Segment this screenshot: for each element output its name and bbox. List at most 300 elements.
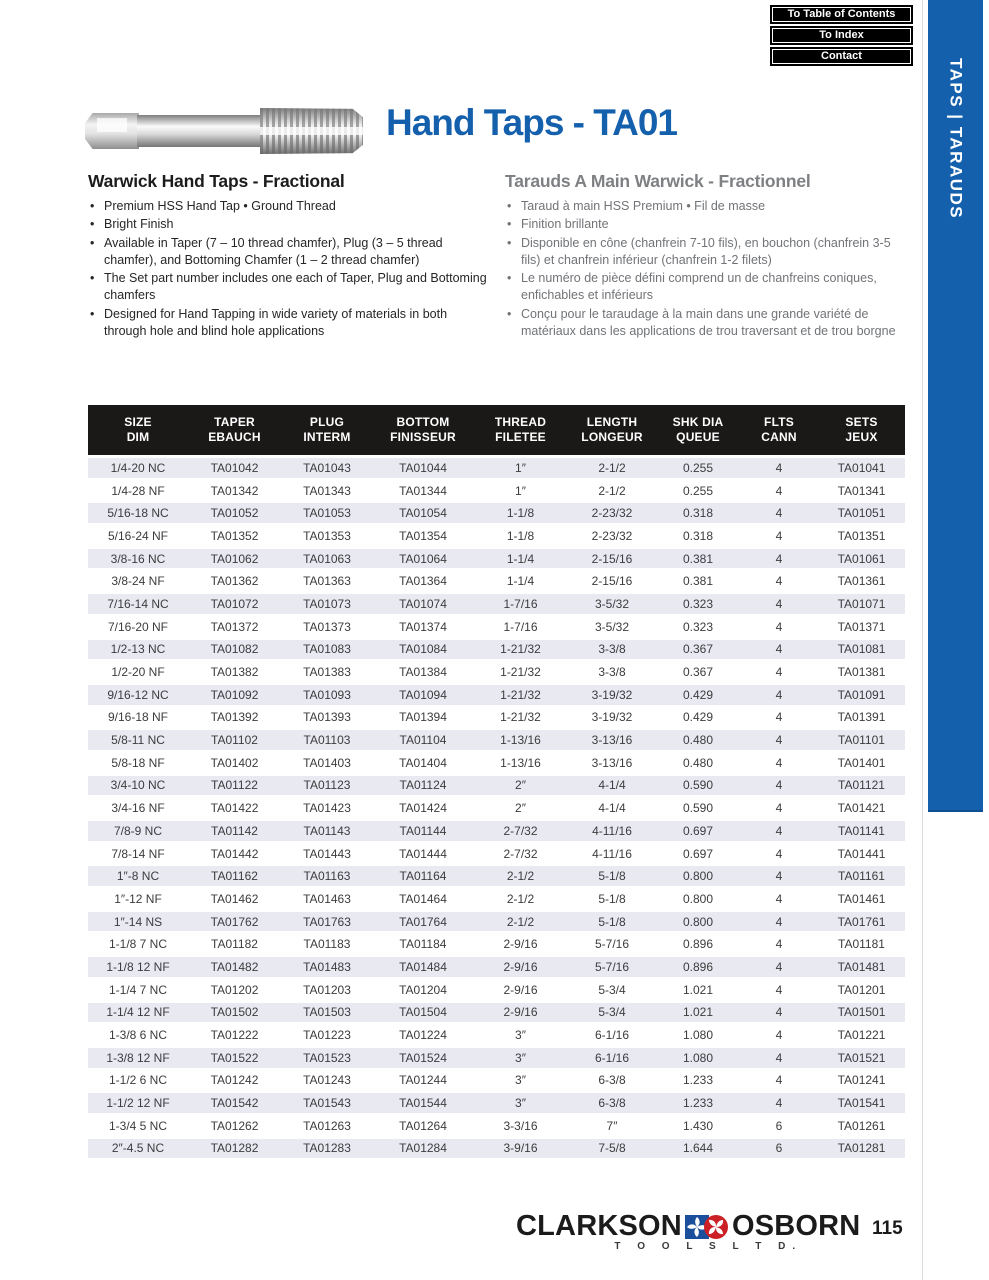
table-cell: TA01481 bbox=[837, 959, 886, 974]
table-cell: TA01762 bbox=[210, 914, 259, 929]
table-cell: TA01464 bbox=[399, 891, 447, 906]
table-cell: TA01393 bbox=[303, 710, 351, 725]
table-cell: 3-13/16 bbox=[591, 733, 633, 748]
table-cell: 4 bbox=[775, 959, 783, 974]
french-heading: Tarauds A Main Warwick - Fractionnel bbox=[505, 171, 811, 191]
table-cell: TA01281 bbox=[837, 1141, 886, 1156]
table-cell: TA01444 bbox=[399, 846, 447, 861]
nav-button-contact[interactable]: Contact bbox=[770, 47, 913, 66]
column-header: TAPER EBAUCH bbox=[208, 415, 261, 444]
table-cell: 5/8-18 NF bbox=[111, 755, 165, 770]
column-header: LENGTH LONGEUR bbox=[581, 415, 643, 444]
table-cell: TA01401 bbox=[837, 755, 886, 770]
table-cell: TA01042 bbox=[210, 460, 259, 475]
table-cell: 1″ bbox=[515, 460, 526, 475]
table-cell: TA01282 bbox=[210, 1141, 259, 1156]
table-row bbox=[88, 844, 905, 864]
table-cell: TA01074 bbox=[399, 596, 447, 611]
table-cell: 1-1/2 12 NF bbox=[106, 1096, 170, 1111]
table-cell: TA01101 bbox=[838, 733, 885, 748]
table-cell: 4 bbox=[775, 528, 783, 543]
table-cell: 2-15/16 bbox=[591, 574, 633, 589]
table-cell: TA01144 bbox=[399, 823, 447, 838]
table-cell: 7/8-9 NC bbox=[113, 823, 163, 838]
table-cell: 1-3/8 6 NC bbox=[108, 1028, 168, 1043]
table-cell: 5-3/4 bbox=[598, 1005, 626, 1020]
table-row bbox=[88, 1003, 905, 1023]
table-cell: TA01084 bbox=[399, 642, 447, 657]
table-cell: TA01072 bbox=[210, 596, 259, 611]
table-cell: TA01184 bbox=[399, 937, 447, 952]
table-cell: 3-13/16 bbox=[591, 755, 633, 770]
table-cell: 0.323 bbox=[682, 619, 714, 634]
section-spine-tab bbox=[928, 0, 983, 812]
table-cell: TA01392 bbox=[210, 710, 259, 725]
table-cell: 7/8-14 NF bbox=[111, 846, 165, 861]
table-cell: 4 bbox=[775, 687, 783, 702]
table-cell: TA01163 bbox=[303, 869, 351, 884]
page-number: 115 bbox=[872, 1218, 903, 1239]
table-cell: 5-1/8 bbox=[598, 914, 626, 929]
table-cell: TA01461 bbox=[837, 891, 886, 906]
table-cell: 3-19/32 bbox=[591, 710, 633, 725]
table-row bbox=[88, 753, 905, 773]
table-cell: 1-1/4 bbox=[506, 551, 535, 566]
table-row bbox=[88, 594, 905, 614]
bullet-item: • Le numéro de pièce défini comprend un de chanfreins coniques, enfichables et inférieurs bbox=[505, 270, 907, 305]
table-cell: 4 bbox=[775, 937, 783, 952]
table-cell: TA01501 bbox=[837, 1005, 886, 1020]
table-cell: 2-1/2 bbox=[598, 483, 626, 498]
table-cell: 0.429 bbox=[682, 710, 714, 725]
bullet-item: • Finition brillante bbox=[505, 216, 907, 233]
table-cell: TA01384 bbox=[399, 665, 447, 680]
table-cell: TA01343 bbox=[303, 483, 351, 498]
table-cell: 3/8-24 NF bbox=[111, 574, 165, 589]
table-cell: TA01161 bbox=[838, 869, 885, 884]
table-cell: 4 bbox=[775, 1096, 783, 1111]
table-cell: 4 bbox=[775, 483, 783, 498]
table-cell: 4 bbox=[775, 846, 783, 861]
table-cell: 4 bbox=[775, 755, 783, 770]
table-cell: TA01244 bbox=[399, 1073, 447, 1088]
table-cell: 0.381 bbox=[682, 551, 714, 566]
table-cell: 4 bbox=[775, 891, 783, 906]
table-cell: TA01362 bbox=[210, 574, 259, 589]
table-cell: TA01524 bbox=[399, 1050, 447, 1065]
table-cell: TA01354 bbox=[399, 528, 447, 543]
table-cell: TA01102 bbox=[211, 733, 258, 748]
table-cell: 1-1/4 bbox=[506, 574, 535, 589]
table-cell: 6-3/8 bbox=[598, 1073, 626, 1088]
table-cell: TA01041 bbox=[837, 460, 886, 475]
table-cell: 1″-14 NS bbox=[113, 914, 163, 929]
table-cell: 0.800 bbox=[682, 914, 714, 929]
table-cell: 6-1/16 bbox=[594, 1028, 630, 1043]
table-cell: 4 bbox=[775, 801, 783, 816]
table-cell: 0.318 bbox=[682, 506, 714, 521]
table-cell: 2″-4.5 NC bbox=[111, 1141, 165, 1156]
table-cell: 1.080 bbox=[682, 1028, 714, 1043]
english-bullet-list bbox=[88, 198, 488, 340]
table-cell: 5-1/8 bbox=[598, 869, 626, 884]
table-cell: 4 bbox=[775, 619, 783, 634]
table-cell: 3-5/32 bbox=[594, 596, 630, 611]
table-cell: TA01222 bbox=[210, 1028, 259, 1043]
table-cell: 1-7/16 bbox=[503, 619, 538, 634]
table-cell: TA01224 bbox=[399, 1028, 447, 1043]
table-cell: 5-1/8 bbox=[598, 891, 626, 906]
table-row bbox=[88, 458, 905, 478]
table-cell: 0.367 bbox=[682, 642, 714, 657]
table-cell: TA01081 bbox=[837, 642, 886, 657]
table-row bbox=[88, 1116, 905, 1136]
table-cell: 2-9/16 bbox=[503, 959, 538, 974]
table-cell: 3-3/8 bbox=[598, 665, 626, 680]
table-cell: 1-1/8 7 NC bbox=[108, 937, 168, 952]
table-row bbox=[88, 1093, 905, 1113]
table-cell: TA01094 bbox=[399, 687, 447, 702]
table-cell: 3/4-10 NC bbox=[110, 778, 166, 793]
table-cell: TA01261 bbox=[837, 1118, 886, 1133]
table-cell: TA01243 bbox=[303, 1073, 351, 1088]
table-cell: TA01121 bbox=[838, 778, 885, 793]
table-cell: TA01422 bbox=[210, 801, 259, 816]
table-cell: TA01521 bbox=[837, 1050, 886, 1065]
table-cell: 1″-8 NC bbox=[116, 869, 160, 884]
table-cell: TA01484 bbox=[399, 959, 447, 974]
table-cell: TA01104 bbox=[399, 733, 447, 748]
column-header: BOTTOM FINISSEUR bbox=[390, 415, 456, 444]
table-cell: 4 bbox=[775, 1028, 783, 1043]
column-header: SETS JEUX bbox=[845, 415, 878, 444]
table-cell: 2-7/32 bbox=[503, 846, 538, 861]
bullet-item: • Conçu pour le taraudage à la main dans une grande variété de matériaux dans les applications de trou traversant et de trou borgne bbox=[505, 306, 907, 341]
table-row bbox=[88, 640, 905, 660]
table-cell: 0.800 bbox=[682, 891, 714, 906]
table-row bbox=[88, 685, 905, 705]
table-cell: TA01382 bbox=[210, 665, 259, 680]
table-cell: 2-23/32 bbox=[591, 506, 633, 521]
table-cell: TA01164 bbox=[399, 869, 447, 884]
table-cell: TA01284 bbox=[399, 1141, 447, 1156]
table-cell: TA01542 bbox=[210, 1096, 259, 1111]
table-cell: TA01352 bbox=[210, 528, 259, 543]
table-cell: 2″ bbox=[515, 801, 526, 816]
table-row bbox=[88, 912, 905, 932]
table-row bbox=[88, 798, 905, 818]
table-cell: 4 bbox=[775, 574, 783, 589]
table-row bbox=[88, 934, 905, 954]
table-row bbox=[88, 1025, 905, 1045]
bullet-item: • Available in Taper (7 – 10 thread chamfer), Plug (3 – 5 thread chamfer), and Bottoming Chamfer (1 – 2 thread chamfer) bbox=[88, 235, 488, 270]
table-cell: TA01523 bbox=[303, 1050, 351, 1065]
table-cell: 4 bbox=[775, 1050, 783, 1065]
table-cell: TA01353 bbox=[303, 528, 351, 543]
table-cell: TA01124 bbox=[399, 778, 447, 793]
table-cell: TA01373 bbox=[303, 619, 351, 634]
table-cell: 2-9/16 bbox=[503, 1005, 538, 1020]
table-cell: 9/16-18 NF bbox=[107, 710, 169, 725]
table-cell: TA01463 bbox=[303, 891, 351, 906]
table-cell: TA01061 bbox=[837, 551, 886, 566]
tap-threaded-section bbox=[260, 108, 363, 154]
table-cell: 3″ bbox=[515, 1050, 526, 1065]
table-cell: 0.255 bbox=[682, 483, 714, 498]
table-cell: 4 bbox=[775, 551, 783, 566]
table-cell: TA01082 bbox=[210, 642, 259, 657]
table-cell: 4 bbox=[775, 665, 783, 680]
table-cell: 1-1/8 bbox=[506, 506, 535, 521]
table-cell: 1-1/4 7 NC bbox=[108, 982, 168, 997]
table-cell: TA01383 bbox=[303, 665, 351, 680]
table-cell: TA01221 bbox=[837, 1028, 886, 1043]
table-cell: 3-3/16 bbox=[503, 1118, 538, 1133]
column-header: FLTS CANN bbox=[761, 415, 797, 444]
table-row bbox=[88, 776, 905, 796]
table-cell: TA01522 bbox=[210, 1050, 259, 1065]
table-cell: TA01404 bbox=[399, 755, 447, 770]
table-cell: 1-1/2 6 NC bbox=[108, 1073, 168, 1088]
table-cell: 5/8-11 NC bbox=[111, 733, 165, 748]
table-cell: 4 bbox=[775, 596, 783, 611]
table-cell: 1-13/16 bbox=[500, 755, 541, 770]
table-cell: TA01482 bbox=[210, 959, 259, 974]
table-cell: TA01361 bbox=[837, 574, 886, 589]
table-cell: TA01204 bbox=[399, 982, 447, 997]
table-cell: 4-11/16 bbox=[592, 823, 632, 838]
table-cell: 1-21/32 bbox=[500, 665, 541, 680]
table-cell: TA01223 bbox=[303, 1028, 351, 1043]
table-cell: 7/16-14 NC bbox=[107, 596, 169, 611]
table-cell: 1.021 bbox=[682, 1005, 714, 1020]
table-cell: 4 bbox=[775, 1005, 783, 1020]
table-cell: 0.255 bbox=[682, 460, 714, 475]
table-cell: 0.697 bbox=[682, 846, 714, 861]
table-cell: 6 bbox=[775, 1118, 783, 1133]
table-row bbox=[88, 481, 905, 501]
table-cell: 7″ bbox=[606, 1118, 618, 1133]
table-cell: TA01182 bbox=[211, 937, 258, 952]
table-cell: 0.367 bbox=[682, 665, 714, 680]
table-row bbox=[88, 571, 905, 591]
table-cell: 3-19/32 bbox=[591, 687, 633, 702]
table-row bbox=[88, 1048, 905, 1068]
table-cell: 2-1/2 bbox=[506, 891, 535, 906]
table-cell: 0.429 bbox=[682, 687, 714, 702]
table-cell: 5-7/16 bbox=[594, 937, 630, 952]
table-body bbox=[88, 458, 905, 1158]
bullet-item: • Premium HSS Hand Tap • Ground Thread bbox=[88, 198, 488, 215]
table-cell: 4 bbox=[775, 823, 783, 838]
table-cell: 1.233 bbox=[682, 1096, 714, 1111]
table-cell: 6-3/8 bbox=[598, 1096, 626, 1111]
table-cell: TA01093 bbox=[303, 687, 351, 702]
table-cell: 0.896 bbox=[682, 959, 714, 974]
table-cell: TA01394 bbox=[399, 710, 447, 725]
table-cell: 2-1/2 bbox=[598, 460, 626, 475]
table-cell: 4 bbox=[775, 460, 783, 475]
table-cell: TA01381 bbox=[837, 665, 886, 680]
table-cell: TA01503 bbox=[303, 1005, 351, 1020]
table-cell: 2-9/16 bbox=[503, 937, 538, 952]
tap-square-drive-end bbox=[85, 113, 139, 149]
table-cell: 5/16-24 NF bbox=[107, 528, 169, 543]
table-cell: 4 bbox=[775, 506, 783, 521]
table-cell: 4 bbox=[775, 914, 783, 929]
table-cell: TA01541 bbox=[837, 1096, 886, 1111]
table-cell: TA01483 bbox=[303, 959, 351, 974]
table-cell: TA01264 bbox=[399, 1118, 447, 1133]
table-cell: TA01043 bbox=[303, 460, 351, 475]
brand-name-left: CLARKSON bbox=[516, 1210, 682, 1242]
table-cell: 2″ bbox=[515, 778, 526, 793]
english-heading: Warwick Hand Taps - Fractional bbox=[88, 171, 345, 191]
table-cell: 1″ bbox=[515, 483, 526, 498]
table-cell: 3″ bbox=[515, 1073, 526, 1088]
table-row bbox=[88, 526, 905, 546]
table-row bbox=[88, 617, 905, 637]
table-cell: TA01062 bbox=[210, 551, 259, 566]
table-cell: 5-3/4 bbox=[598, 982, 626, 997]
table-cell: TA01203 bbox=[303, 982, 351, 997]
table-cell: 1.644 bbox=[682, 1141, 714, 1156]
table-cell: 1/2-13 NC bbox=[110, 642, 166, 657]
table-row bbox=[88, 1071, 905, 1091]
table-cell: TA01202 bbox=[210, 982, 259, 997]
table-cell: 1-21/32 bbox=[500, 642, 541, 657]
table-cell: TA01761 bbox=[837, 914, 886, 929]
table-cell: TA01351 bbox=[837, 528, 886, 543]
table-cell: TA01424 bbox=[399, 801, 447, 816]
table-cell: TA01442 bbox=[210, 846, 259, 861]
table-cell: 0.697 bbox=[682, 823, 714, 838]
table-cell: TA01402 bbox=[210, 755, 259, 770]
table-cell: TA01371 bbox=[837, 619, 886, 634]
table-cell: 7/16-20 NF bbox=[107, 619, 169, 634]
table-cell: TA01504 bbox=[399, 1005, 447, 1020]
table-cell: TA01443 bbox=[303, 846, 351, 861]
table-cell: TA01263 bbox=[303, 1118, 351, 1133]
table-cell: 1.233 bbox=[682, 1073, 714, 1088]
table-row bbox=[88, 957, 905, 977]
table-cell: TA01283 bbox=[303, 1141, 351, 1156]
table-cell: TA01391 bbox=[837, 710, 886, 725]
table-cell: 1/2-20 NF bbox=[111, 665, 165, 680]
table-cell: 0.318 bbox=[682, 528, 714, 543]
table-cell: TA01071 bbox=[837, 596, 886, 611]
table-cell: 1/4-28 NF bbox=[111, 483, 165, 498]
column-header: SIZE DIM bbox=[124, 415, 152, 444]
table-cell: TA01403 bbox=[303, 755, 351, 770]
bullet-item: • Designed for Hand Tapping in wide variety of materials in both through hole and blind hole applications bbox=[88, 306, 488, 341]
table-cell: TA01374 bbox=[399, 619, 447, 634]
bullet-item: • Disponible en cône (chanfrein 7-10 fils), en bouchon (chanfrein 3-5 fils) et chanfrein inférieur (chanfrein 1-2 filets) bbox=[505, 235, 907, 270]
table-cell: TA01242 bbox=[210, 1073, 259, 1088]
table-cell: 0.480 bbox=[682, 755, 714, 770]
table-cell: 3-5/32 bbox=[594, 619, 630, 634]
table-cell: 1-13/16 bbox=[500, 733, 541, 748]
table-cell: 1-1/4 12 NF bbox=[106, 1005, 170, 1020]
table-cell: TA01091 bbox=[837, 687, 886, 702]
table-cell: 4-1/4 bbox=[598, 778, 626, 793]
table-row bbox=[88, 866, 905, 886]
hand-tap-photo bbox=[85, 98, 363, 162]
table-row bbox=[88, 980, 905, 1000]
table-cell: TA01052 bbox=[210, 506, 259, 521]
table-cell: 3/8-16 NC bbox=[110, 551, 166, 566]
table-cell: 0.590 bbox=[682, 778, 714, 793]
table-cell: 2-23/32 bbox=[591, 528, 633, 543]
table-cell: 2-15/16 bbox=[591, 551, 633, 566]
table-cell: TA01064 bbox=[399, 551, 447, 566]
table-cell: TA01073 bbox=[303, 596, 351, 611]
table-cell: TA01201 bbox=[837, 982, 886, 997]
table-cell: TA01262 bbox=[210, 1118, 259, 1133]
table-cell: 2-7/32 bbox=[503, 823, 538, 838]
table-cell: TA01122 bbox=[211, 778, 258, 793]
table-cell: TA01421 bbox=[837, 801, 886, 816]
table-cell: 1-3/4 5 NC bbox=[108, 1118, 168, 1133]
table-cell: TA01162 bbox=[211, 869, 258, 884]
table-cell: TA01342 bbox=[210, 483, 259, 498]
table-cell: TA01092 bbox=[210, 687, 259, 702]
nav-button-toc[interactable]: To Table of Contents bbox=[770, 5, 913, 24]
table-row bbox=[88, 503, 905, 523]
table-cell: 3″ bbox=[515, 1028, 526, 1043]
column-header: THREAD FILETEE bbox=[494, 415, 547, 444]
table-cell: TA01123 bbox=[303, 778, 351, 793]
table-cell: 5/16-18 NC bbox=[107, 506, 169, 521]
brand-name-right: OSBORN bbox=[731, 1210, 861, 1242]
table-cell: 0.590 bbox=[682, 801, 714, 816]
table-cell: TA01063 bbox=[303, 551, 351, 566]
brand-line bbox=[516, 1210, 860, 1243]
table-cell: 1-1/8 bbox=[506, 528, 535, 543]
table-row bbox=[88, 730, 905, 750]
table-cell: 3-9/16 bbox=[503, 1141, 538, 1156]
table-row bbox=[88, 662, 905, 682]
table-cell: 4 bbox=[775, 1073, 783, 1088]
table-cell: TA01054 bbox=[399, 506, 447, 521]
table-cell: 2-1/2 bbox=[506, 869, 535, 884]
table-cell: 4 bbox=[775, 778, 783, 793]
table-cell: 1-7/16 bbox=[503, 596, 538, 611]
table-header-row bbox=[88, 405, 905, 455]
table-cell: 1.021 bbox=[682, 982, 714, 997]
table-cell: 7-5/8 bbox=[598, 1141, 626, 1156]
table-cell: 6 bbox=[775, 1141, 783, 1156]
table-cell: TA01181 bbox=[838, 937, 885, 952]
nav-button-index[interactable]: To Index bbox=[770, 26, 913, 45]
table-cell: 4 bbox=[775, 642, 783, 657]
table-cell: 0.896 bbox=[682, 937, 714, 952]
nav-buttons bbox=[770, 5, 913, 68]
table-cell: 1-21/32 bbox=[500, 687, 541, 702]
table-row bbox=[88, 821, 905, 841]
table-cell: 4 bbox=[775, 869, 783, 884]
table-cell: TA01344 bbox=[399, 483, 447, 498]
table-cell: 2-9/16 bbox=[503, 982, 538, 997]
table-cell: TA01764 bbox=[399, 914, 447, 929]
table-cell: 1-21/32 bbox=[500, 710, 541, 725]
bullet-item: • The Set part number includes one each of Taper, Plug and Bottoming chamfers bbox=[88, 270, 488, 305]
brand-logo-icon bbox=[684, 1212, 730, 1242]
table-cell: TA01462 bbox=[210, 891, 259, 906]
table-cell: TA01763 bbox=[303, 914, 351, 929]
table-cell: 4-1/4 bbox=[598, 801, 626, 816]
table-cell: TA01502 bbox=[210, 1005, 259, 1020]
